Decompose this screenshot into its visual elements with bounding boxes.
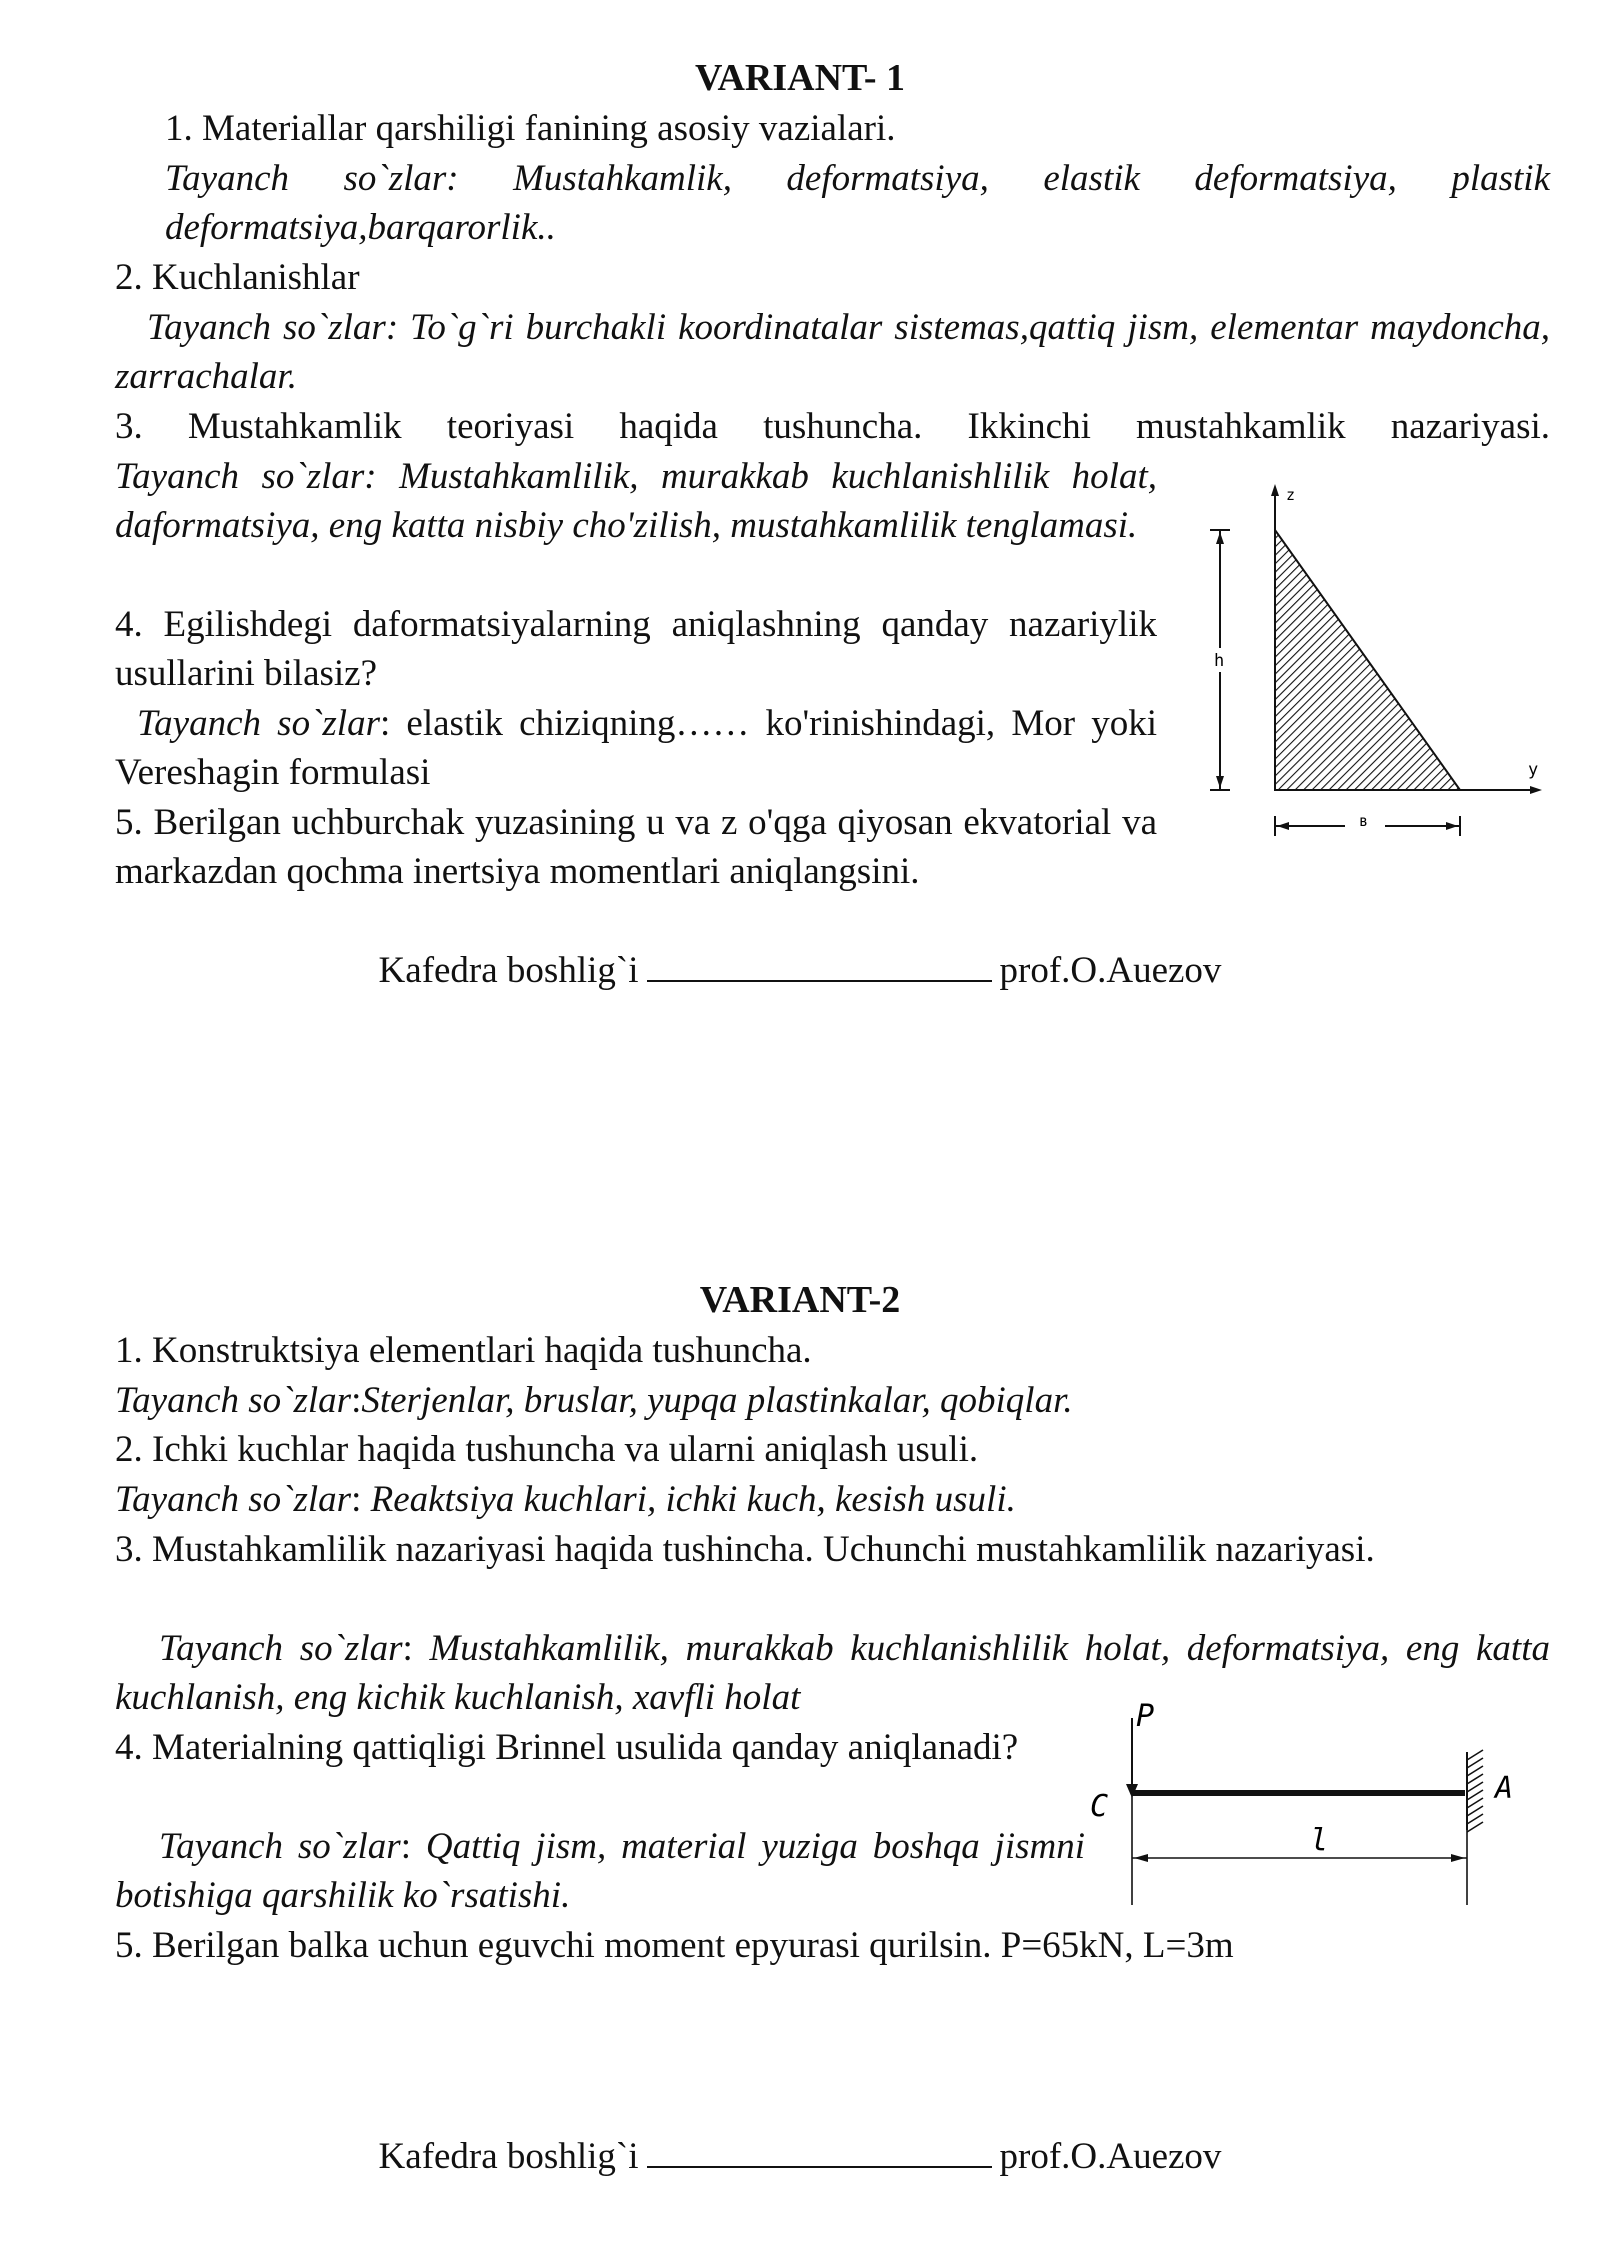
v2-keywords-4-label: Tayanch so`zlar <box>159 1826 401 1867</box>
v1-signature <box>0 946 1600 995</box>
v2-question-2: 2. Ichki kuchlar haqida tushuncha va ularni aniqlash usuli. <box>115 1429 979 1470</box>
v2-signature <box>0 2132 1600 2181</box>
v1-signature-label: Kafedra boshlig`i <box>378 950 639 991</box>
force-p-label: P <box>1136 1699 1155 1734</box>
b-arrow-left <box>1277 822 1289 830</box>
triangle-section-figure <box>1190 470 1560 850</box>
v1-keywords-4-text: : elastik chiziqning…… ko'rinishindagi, Mor yoki Vereshagin formulasi <box>115 703 1157 793</box>
v2-keywords-3-text: Mustahkamlilik, murakkab kuchlanishlilik holat, deformatsiya, eng katta kuchlanish, eng kichik kuchlanish, xavfli holat <box>115 1628 1550 1718</box>
v1-keywords-2: Tayanch so`zlar: To`g`ri burchakli koordinatalar sistemas,qattiq jism, elementar maydoncha, zarrachalar. <box>115 307 1550 397</box>
v2-signature-line <box>647 2136 992 2168</box>
b-dimension-label: в <box>1359 812 1369 830</box>
v1-signature-name: prof.O.Auezov <box>999 950 1222 991</box>
wall-hatching <box>1467 1750 1483 1832</box>
v2-keywords-3: Tayanch so`zlar: Mustahkamlilik, murakkab kuchlanishlilik holat, deformatsiya, eng katta kuchlanish, eng kichik kuchlanish, xavfli holat <box>115 1628 1550 1718</box>
v1-keywords-4 <box>115 699 1157 797</box>
h-dimension-label: h <box>1214 651 1225 671</box>
point-a-label: A <box>1495 1771 1514 1806</box>
v1-question-5: 5. Berilgan uchburchak yuzasining u va z o'qga qiyosan ekvatorial va markazdan qochma inertsiya momentlari aniqlangsini. <box>115 802 1157 892</box>
z-axis-arrow <box>1271 484 1279 496</box>
v2-signature-name: prof.O.Auezov <box>999 2136 1222 2177</box>
variant2-title: VARIANT-2 <box>699 1279 901 1321</box>
v1-keywords-3: Tayanch so`zlar: Mustahkamlilik, murakkab kuchlanishlilik holat, daformatsiya, eng katta nisbiy cho'zilish, mustahkamlilik tenglamasi. <box>115 456 1157 546</box>
v2-keywords-2-label: Tayanch so`zlar <box>115 1479 352 1520</box>
v2-question-5: 5. Berilgan balka uchun eguvchi moment epyurasi qurilsin. P=65kN, L=3m <box>115 1925 1234 1966</box>
z-axis-label: z <box>1286 486 1296 504</box>
variant1-title: VARIANT- 1 <box>694 57 906 99</box>
hatched-triangle <box>1275 530 1460 790</box>
v2-signature-label: Kafedra boshlig`i <box>378 2136 639 2177</box>
b-arrow-right <box>1446 822 1458 830</box>
dim-l-label: l <box>1310 1823 1329 1858</box>
point-c-label: C <box>1090 1789 1109 1824</box>
v2-keywords-4-text: Qattiq jism, material yuziga boshqa jismni botishiga qarshilik ko`rsatishi. <box>115 1826 1086 1916</box>
v2-keywords-3-label: Tayanch so`zlar <box>159 1628 403 1669</box>
dim-l-arrow-left <box>1134 1854 1148 1862</box>
v2-question-4: 4. Materialning qattiqligi Brinnel usulida qanday aniqlanadi? <box>115 1727 1019 1768</box>
v2-question-1: 1. Konstruktsiya elementlari haqida tushuncha. <box>115 1330 812 1371</box>
v2-keywords-2: Tayanch so`zlar: Reaktsiya kuchlari, ichki kuch, kesish usuli. <box>115 1479 1016 1520</box>
v2-keywords-1-label: Tayanch so`zlar <box>115 1380 352 1421</box>
v2-keywords-4: Tayanch so`zlar: Qattiq jism, material yuziga boshqa jismni botishiga qarshilik ko`rsatishi. <box>115 1826 1086 1916</box>
v1-question-2: 2. Kuchlanishlar <box>115 257 360 298</box>
v1-question-1: 1. Materiallar qarshiligi fanining asosiy vazialari. <box>165 108 896 149</box>
v2-keywords-1: Tayanch so`zlar:Sterjenlar, bruslar, yupqa plastinkalar, qobiqlar. <box>115 1380 1073 1421</box>
v2-question-3: 3. Mustahkamlilik nazariyasi haqida tushincha. Uchunchi mustahkamlilik nazariyasi. <box>115 1529 1375 1570</box>
y-axis-label: y <box>1528 760 1539 780</box>
v1-signature-line <box>647 950 992 982</box>
cantilever-beam-figure <box>1080 1690 1530 1920</box>
dim-l-arrow-right <box>1451 1854 1465 1862</box>
h-arrow-top <box>1216 532 1224 544</box>
v1-question-3: 3. Mustahkamlik teoriyasi haqida tushuncha. Ikkinchi mustahkamlik nazariyasi. <box>115 406 1550 447</box>
v2-keywords-1-text: Sterjenlar, bruslar, yupqa plastinkalar, qobiqlar. <box>361 1380 1073 1421</box>
v1-keywords-4-label: Tayanch so`zlar <box>137 703 380 744</box>
v1-keywords-1: Tayanch so`zlar: Mustahkamlik, deformatsiya, elastik deformatsiya, plastik deformatsiya,barqarorlik.. <box>165 158 1550 248</box>
y-axis-arrow <box>1530 786 1542 794</box>
v2-keywords-2-text: Reaktsiya kuchlari, ichki kuch, kesish usuli. <box>370 1479 1016 1520</box>
h-arrow-bottom <box>1216 776 1224 788</box>
v1-question-4: 4. Egilishdegi daformatsiyalarning aniqlashning qanday nazariylik usullarini bilasiz? <box>115 604 1157 694</box>
